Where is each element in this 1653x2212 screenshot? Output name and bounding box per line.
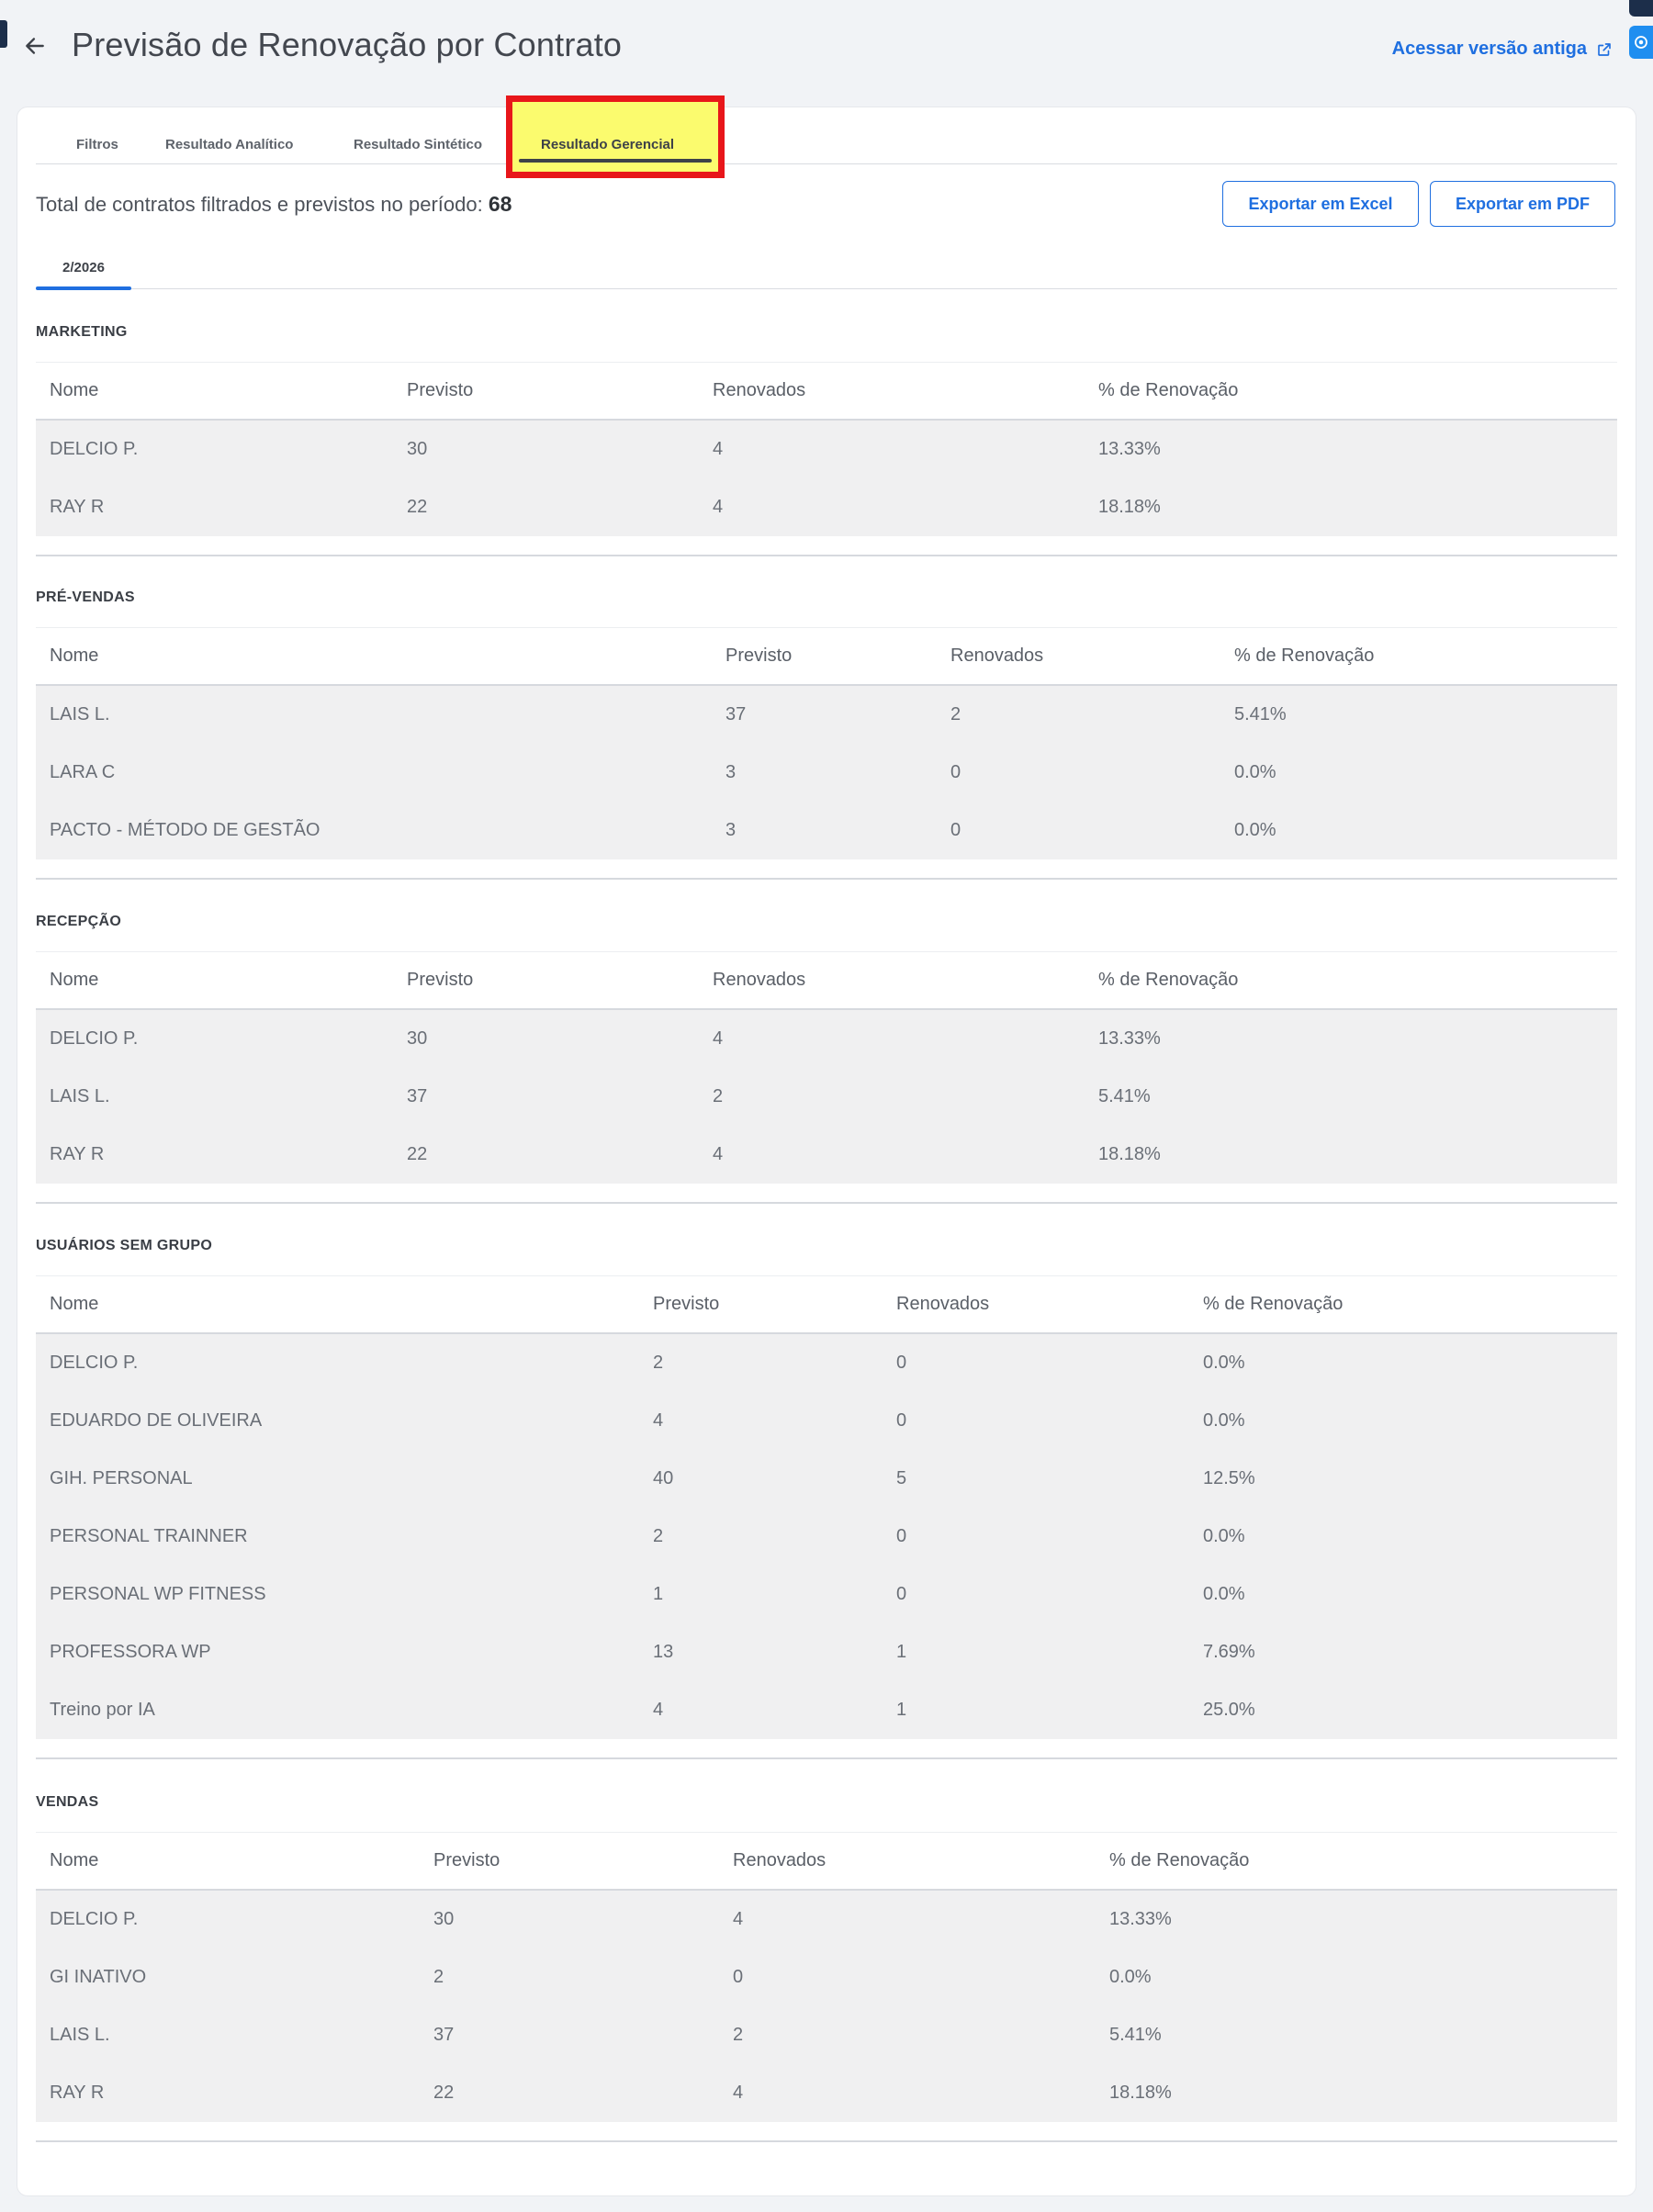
table-cell: 2 bbox=[433, 1967, 444, 1987]
table-header-row bbox=[36, 1276, 1617, 1334]
group-table bbox=[36, 363, 1617, 536]
table-cell: 2 bbox=[950, 704, 961, 724]
table-cell: 0 bbox=[896, 1526, 907, 1546]
table-cell: PERSONAL TRAINNER bbox=[50, 1526, 248, 1546]
total-label: Total de contratos filtrados e previstos no período: bbox=[36, 193, 483, 216]
table-row bbox=[36, 1450, 1617, 1508]
table-cell: 2 bbox=[713, 1086, 724, 1106]
table-cell: 4 bbox=[653, 1410, 664, 1431]
table-cell: 0 bbox=[896, 1584, 907, 1604]
table-cell: GIH. PERSONAL bbox=[50, 1468, 193, 1488]
table-row bbox=[36, 478, 1617, 536]
column-header[interactable]: % de Renovação bbox=[1098, 380, 1239, 400]
table-row bbox=[36, 1068, 1617, 1126]
group-table bbox=[36, 628, 1617, 859]
total-value: 68 bbox=[488, 192, 512, 216]
table-cell: 0.0% bbox=[1203, 1584, 1245, 1604]
table-cell: 1 bbox=[896, 1700, 907, 1720]
table-cell: PACTO - MÉTODO DE GESTÃO bbox=[50, 820, 320, 840]
column-header[interactable]: Previsto bbox=[407, 970, 474, 990]
back-button[interactable] bbox=[20, 31, 50, 61]
period-tabs bbox=[36, 251, 1617, 289]
old-version-link[interactable] bbox=[1392, 39, 1613, 60]
table-row bbox=[36, 1126, 1617, 1184]
column-header[interactable]: Renovados bbox=[950, 646, 1044, 666]
top-bar bbox=[0, 0, 1653, 103]
table-row bbox=[36, 1392, 1617, 1450]
group-table bbox=[36, 1833, 1617, 2122]
column-header[interactable]: Nome bbox=[50, 646, 99, 666]
group-divider bbox=[36, 555, 1617, 556]
table-cell: 5.41% bbox=[1109, 2025, 1162, 2045]
table-cell: 7.69% bbox=[1203, 1642, 1255, 1662]
column-header[interactable]: % de Renovação bbox=[1203, 1294, 1344, 1314]
table-body bbox=[36, 1891, 1617, 2122]
active-tab-indicator bbox=[519, 159, 712, 163]
table-cell: 0.0% bbox=[1203, 1353, 1245, 1373]
table-cell: PERSONAL WP FITNESS bbox=[50, 1584, 266, 1604]
table-cell: DELCIO P. bbox=[50, 439, 139, 459]
assistant-icon bbox=[1633, 34, 1649, 51]
group-table bbox=[36, 952, 1617, 1184]
table-cell: 18.18% bbox=[1098, 1144, 1161, 1164]
column-header[interactable]: Previsto bbox=[433, 1850, 500, 1870]
table-cell: GI INATIVO bbox=[50, 1967, 147, 1987]
table-cell: 1 bbox=[653, 1584, 664, 1604]
page-title: Previsão de Renovação por Contrato bbox=[72, 26, 623, 63]
table-cell: 22 bbox=[407, 1144, 428, 1164]
table-cell: 30 bbox=[407, 1028, 428, 1049]
table-body bbox=[36, 1334, 1617, 1739]
table-cell: 4 bbox=[733, 1909, 744, 1929]
column-header[interactable]: Nome bbox=[50, 1850, 99, 1870]
table-cell: 2 bbox=[653, 1526, 664, 1546]
table-cell: 0 bbox=[950, 762, 961, 782]
table-cell: 0.0% bbox=[1203, 1410, 1245, 1431]
group-title: VENDAS bbox=[36, 1781, 1617, 1833]
column-header[interactable]: % de Renovação bbox=[1098, 970, 1239, 990]
table-cell: RAY R bbox=[50, 2083, 105, 2103]
arrow-left-icon bbox=[23, 34, 47, 58]
table-row bbox=[36, 2006, 1617, 2064]
table-cell: 3 bbox=[725, 820, 737, 840]
table-row bbox=[36, 1623, 1617, 1681]
column-header[interactable]: Nome bbox=[50, 380, 99, 400]
table-cell: 22 bbox=[407, 497, 428, 517]
column-header[interactable]: Renovados bbox=[896, 1294, 990, 1314]
table-cell: 18.18% bbox=[1098, 497, 1161, 517]
table-cell: 37 bbox=[433, 2025, 455, 2045]
table-row bbox=[36, 1566, 1617, 1623]
table-cell: 4 bbox=[733, 2083, 744, 2103]
old-version-link-label: Acessar versão antiga bbox=[1391, 39, 1587, 59]
table-cell: RAY R bbox=[50, 1144, 105, 1164]
group-marketing bbox=[36, 311, 1617, 556]
group-pre-vendas bbox=[36, 577, 1617, 880]
table-cell: 5.41% bbox=[1098, 1086, 1151, 1106]
column-header[interactable]: % de Renovação bbox=[1234, 646, 1375, 666]
table-cell: 4 bbox=[713, 497, 724, 517]
table-cell: 37 bbox=[407, 1086, 428, 1106]
table-cell: 0.0% bbox=[1234, 762, 1276, 782]
table-cell: 5 bbox=[896, 1468, 907, 1488]
table-cell: LARA C bbox=[50, 762, 116, 782]
table-cell: 2 bbox=[733, 2025, 744, 2045]
table-cell: 37 bbox=[725, 704, 747, 724]
table-cell: DELCIO P. bbox=[50, 1028, 139, 1049]
table-row bbox=[36, 1508, 1617, 1566]
table-cell: LAIS L. bbox=[50, 1086, 110, 1106]
group-title: USUÁRIOS SEM GRUPO bbox=[36, 1225, 1617, 1276]
assistant-button[interactable] bbox=[1629, 26, 1653, 59]
column-header[interactable]: % de Renovação bbox=[1109, 1850, 1250, 1870]
table-header-row bbox=[36, 628, 1617, 686]
table-cell: 40 bbox=[653, 1468, 674, 1488]
table-cell: 13.33% bbox=[1109, 1909, 1172, 1929]
column-header[interactable]: Previsto bbox=[653, 1294, 720, 1314]
table-cell: 5.41% bbox=[1234, 704, 1287, 724]
table-body bbox=[36, 1010, 1617, 1184]
sidebar-edge bbox=[0, 20, 7, 48]
tab-filtros[interactable]: Filtros bbox=[76, 137, 118, 152]
group-divider bbox=[36, 1757, 1617, 1759]
table-row bbox=[36, 744, 1617, 802]
table-cell: RAY R bbox=[50, 497, 105, 517]
table-cell: Treino por IA bbox=[50, 1700, 155, 1720]
column-header[interactable]: Previsto bbox=[407, 380, 474, 400]
table-row bbox=[36, 802, 1617, 859]
table-cell: 2 bbox=[653, 1353, 664, 1373]
table-cell: 13 bbox=[653, 1642, 674, 1662]
table-cell: 4 bbox=[713, 1028, 724, 1049]
table-cell: LAIS L. bbox=[50, 704, 110, 724]
table-row bbox=[36, 1681, 1617, 1739]
column-header[interactable]: Renovados bbox=[713, 380, 806, 400]
table-cell: DELCIO P. bbox=[50, 1353, 139, 1373]
total-contracts-summary bbox=[36, 192, 512, 217]
column-header[interactable]: Nome bbox=[50, 1294, 99, 1314]
table-cell: 0.0% bbox=[1203, 1526, 1245, 1546]
tab-resultado-gerencial[interactable]: Resultado Gerencial bbox=[541, 137, 675, 152]
corner-widget[interactable] bbox=[1629, 0, 1653, 17]
table-cell: PROFESSORA WP bbox=[50, 1642, 211, 1662]
table-cell: 0 bbox=[896, 1353, 907, 1373]
table-body bbox=[36, 421, 1617, 536]
table-cell: 22 bbox=[433, 2083, 455, 2103]
table-cell: 1 bbox=[896, 1642, 907, 1662]
table-cell: 4 bbox=[653, 1700, 664, 1720]
table-header-row bbox=[36, 363, 1617, 421]
external-link-icon bbox=[1596, 41, 1613, 58]
table-cell: 4 bbox=[713, 439, 724, 459]
table-row bbox=[36, 1334, 1617, 1392]
table-cell: 0 bbox=[950, 820, 961, 840]
table-row bbox=[36, 1948, 1617, 2006]
table-cell: 0.0% bbox=[1109, 1967, 1152, 1987]
result-tabs bbox=[36, 107, 1617, 164]
table-header-row bbox=[36, 952, 1617, 1010]
column-header[interactable]: Nome bbox=[50, 970, 99, 990]
group-divider bbox=[36, 2140, 1617, 2142]
table-cell: 13.33% bbox=[1098, 439, 1161, 459]
table-row bbox=[36, 2064, 1617, 2122]
table-cell: 12.5% bbox=[1203, 1468, 1255, 1488]
table-cell: 0 bbox=[733, 1967, 744, 1987]
export-pdf-button[interactable]: Exportar em PDF bbox=[1430, 181, 1615, 227]
column-header[interactable]: Renovados bbox=[713, 970, 806, 990]
table-cell: 0 bbox=[896, 1410, 907, 1431]
table-header-row bbox=[36, 1833, 1617, 1891]
table-cell: DELCIO P. bbox=[50, 1909, 139, 1929]
table-row bbox=[36, 421, 1617, 478]
tab-resultado-analitico[interactable]: Resultado Analítico bbox=[165, 137, 294, 152]
table-row bbox=[36, 1010, 1617, 1068]
table-cell: EDUARDO DE OLIVEIRA bbox=[50, 1410, 263, 1431]
group-title: RECEPÇÃO bbox=[36, 901, 1617, 952]
column-header[interactable]: Renovados bbox=[733, 1850, 826, 1870]
table-body bbox=[36, 686, 1617, 859]
group-title: MARKETING bbox=[36, 311, 1617, 363]
group-vendas bbox=[36, 1781, 1617, 2142]
table-cell: 0.0% bbox=[1234, 820, 1276, 840]
column-header[interactable]: Previsto bbox=[725, 646, 793, 666]
table-cell: LAIS L. bbox=[50, 2025, 110, 2045]
table-cell: 4 bbox=[713, 1144, 724, 1164]
group-table bbox=[36, 1276, 1617, 1739]
table-cell: 18.18% bbox=[1109, 2083, 1172, 2103]
table-cell: 25.0% bbox=[1203, 1700, 1255, 1720]
group-title: PRÉ-VENDAS bbox=[36, 577, 1617, 628]
table-row bbox=[36, 1891, 1617, 1948]
table-cell: 30 bbox=[433, 1909, 455, 1929]
group-usuarios-sem-grupo bbox=[36, 1225, 1617, 1759]
table-row bbox=[36, 686, 1617, 744]
group-divider bbox=[36, 1202, 1617, 1204]
period-tab-2-2026[interactable]: 2/2026 bbox=[36, 251, 131, 289]
main-card bbox=[17, 107, 1636, 2196]
tab-resultado-sintetico[interactable]: Resultado Sintético bbox=[354, 137, 483, 152]
export-excel-button[interactable]: Exportar em Excel bbox=[1222, 181, 1419, 227]
table-cell: 13.33% bbox=[1098, 1028, 1161, 1049]
group-recepcao bbox=[36, 901, 1617, 1204]
table-cell: 3 bbox=[725, 762, 737, 782]
group-divider bbox=[36, 878, 1617, 880]
table-cell: 30 bbox=[407, 439, 428, 459]
